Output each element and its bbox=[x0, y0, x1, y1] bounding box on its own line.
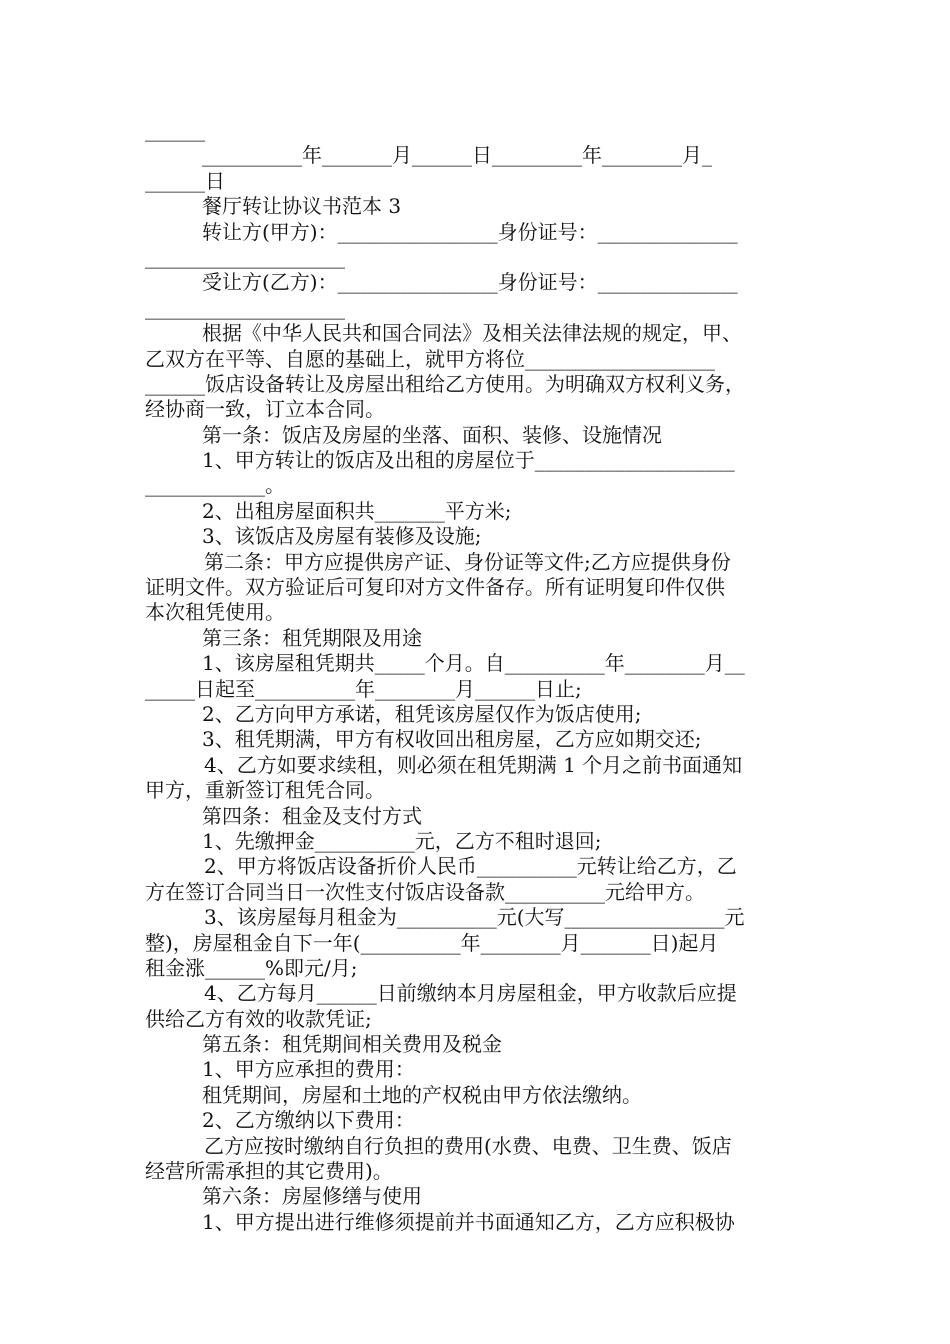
paragraph-text: 1、该房屋租凭期共_____个月。自__________年________月__ bbox=[202, 651, 745, 676]
doc-line bbox=[145, 600, 810, 625]
paragraph-text: 3、该饭店及房屋有装修及设施; bbox=[202, 524, 482, 549]
paragraph-text: 2、乙方缴纳以下费用： bbox=[202, 1108, 415, 1133]
doc-line bbox=[145, 956, 810, 981]
paragraph-text: 4、乙方每月______日前缴纳本月房屋租金，甲方收款后应提 bbox=[204, 981, 737, 1006]
doc-line bbox=[145, 423, 810, 448]
doc-line bbox=[145, 880, 810, 905]
paragraph-text: 4、乙方如要求续租，则必须在租凭期满 1 个月之前书面通知 bbox=[204, 752, 743, 777]
paragraph-text: 2、出租房屋面积共_______平方米; bbox=[202, 498, 512, 523]
doc-line bbox=[145, 575, 810, 600]
doc-line bbox=[145, 931, 810, 956]
paragraph-text: 3、租凭期满，甲方有权收回出租房屋，乙方应如期交还; bbox=[202, 727, 702, 752]
article-heading: 第二条：甲方应提供房产证、身份证等文件;乙方应提供身份 bbox=[204, 549, 731, 574]
doc-line bbox=[145, 829, 810, 854]
paragraph-text: 2、甲方将饭店设备折价人民币__________元转让给乙方，乙 bbox=[204, 854, 737, 879]
paragraph-text: ____________。 bbox=[145, 473, 285, 498]
paragraph-text: 租凭期间，房屋和土地的产权税由甲方依法缴纳。 bbox=[202, 1082, 642, 1107]
doc-line bbox=[145, 1032, 810, 1057]
article-heading: 第六条：房屋修缮与使用 bbox=[202, 1184, 422, 1209]
article-heading: 第三条：租凭期限及用途 bbox=[202, 625, 422, 650]
doc-line bbox=[145, 1134, 810, 1159]
paragraph-text: 2、乙方向甲方承诺，租凭该房屋仅作为饭店使用; bbox=[202, 701, 642, 726]
article-heading: 第一条：饭店及房屋的坐落、面积、装修、设施情况 bbox=[202, 422, 662, 447]
doc-line bbox=[145, 169, 810, 194]
line-text: ____________________ bbox=[145, 244, 345, 269]
paragraph-text: 1、先缴押金__________元，乙方不租时退回; bbox=[202, 828, 602, 853]
doc-line bbox=[145, 1108, 810, 1133]
paragraph-text: 乙双方在平等、自愿的基础上，就甲方将位___________________ bbox=[145, 346, 715, 371]
doc-line bbox=[145, 1159, 810, 1184]
paragraph-text: 经营所需承担的其它费用)。 bbox=[145, 1159, 393, 1184]
paragraph-text: 乙方应按时缴纳自行负担的费用(水费、电费、卫生费、饭店 bbox=[204, 1133, 732, 1158]
doc-line bbox=[145, 524, 810, 549]
doc-line bbox=[145, 702, 810, 727]
doc-line bbox=[145, 677, 810, 702]
doc-line bbox=[145, 473, 810, 498]
doc-line bbox=[145, 397, 810, 422]
doc-line bbox=[145, 372, 810, 397]
doc-line bbox=[145, 1057, 810, 1082]
paragraph-text: 供给乙方有效的收款凭证; bbox=[145, 1006, 372, 1031]
doc-line bbox=[145, 499, 810, 524]
doc-line bbox=[145, 550, 810, 575]
paragraph-text: ______饭店设备转让及房屋出租给乙方使用。为明确双方权利义务， bbox=[145, 371, 745, 396]
doc-line bbox=[145, 1184, 810, 1209]
paragraph-text: 本次租凭使用。 bbox=[145, 600, 285, 625]
paragraph-text: 1、甲方提出进行维修须提前并书面通知乙方，乙方应积极协 bbox=[202, 1209, 735, 1234]
paragraph-text: 甲方，重新签订租凭合同。 bbox=[145, 778, 385, 803]
doc-line bbox=[145, 321, 810, 346]
doc-line bbox=[145, 143, 810, 168]
doc-line bbox=[145, 270, 810, 295]
doc-line bbox=[145, 1007, 810, 1032]
line-text: ______日 bbox=[145, 168, 225, 193]
doc-line bbox=[145, 981, 810, 1006]
line-text: ______ bbox=[145, 118, 205, 142]
doc-line bbox=[145, 778, 810, 803]
document-page bbox=[145, 118, 810, 1235]
doc-line bbox=[145, 1210, 810, 1235]
paragraph-text: 证明文件。双方验证后可复印对方文件备存。所有证明复印件仅供 bbox=[145, 575, 725, 600]
paragraph-text: 1、甲方应承担的费用： bbox=[202, 1057, 415, 1082]
doc-line bbox=[145, 905, 810, 930]
paragraph-text: 根据《中华人民共和国合同法》及相关法律法规的规定，甲、 bbox=[202, 321, 742, 346]
paragraph-text: 租金涨______%即元/月; bbox=[145, 955, 358, 980]
paragraph-text: 1、甲方转让的饭店及出租的房屋位于____________________ bbox=[202, 448, 735, 473]
doc-line bbox=[145, 448, 810, 473]
article-heading: 第五条：租凭期间相关费用及税金 bbox=[202, 1032, 502, 1057]
paragraph-text: 整)，房屋租金自下一年(__________年________月_______日)起月 bbox=[145, 930, 719, 955]
doc-line bbox=[145, 626, 810, 651]
date-line-text: __________年_______月______日_________年________月_ bbox=[202, 143, 712, 168]
doc-line bbox=[145, 854, 810, 879]
doc-line bbox=[145, 220, 810, 245]
paragraph-text: _____日起至__________年________月______日止; bbox=[145, 676, 582, 701]
line-text: ____________________ bbox=[145, 295, 345, 320]
doc-line bbox=[145, 347, 810, 372]
transferee-line: 受让方(乙方)：________________身份证号：______________ bbox=[202, 270, 738, 295]
document-title: 餐厅转让协议书范本 3 bbox=[202, 194, 402, 219]
doc-line bbox=[145, 245, 810, 270]
paragraph-text: 方在签订合同当日一次性支付饭店设备款__________元给甲方。 bbox=[145, 879, 705, 904]
doc-line bbox=[145, 727, 810, 752]
doc-line bbox=[145, 296, 810, 321]
doc-line bbox=[145, 118, 810, 143]
doc-line bbox=[145, 651, 810, 676]
transferor-line: 转让方(甲方)：________________身份证号：______________ bbox=[202, 219, 738, 244]
article-heading: 第四条：租金及支付方式 bbox=[202, 803, 422, 828]
doc-line bbox=[145, 194, 810, 219]
doc-line bbox=[145, 753, 810, 778]
paragraph-text: 经协商一致，订立本合同。 bbox=[145, 397, 385, 422]
paragraph-text: 3、该房屋每月租金为__________元(大写________________元 bbox=[204, 905, 745, 930]
doc-line bbox=[145, 1083, 810, 1108]
doc-line bbox=[145, 804, 810, 829]
